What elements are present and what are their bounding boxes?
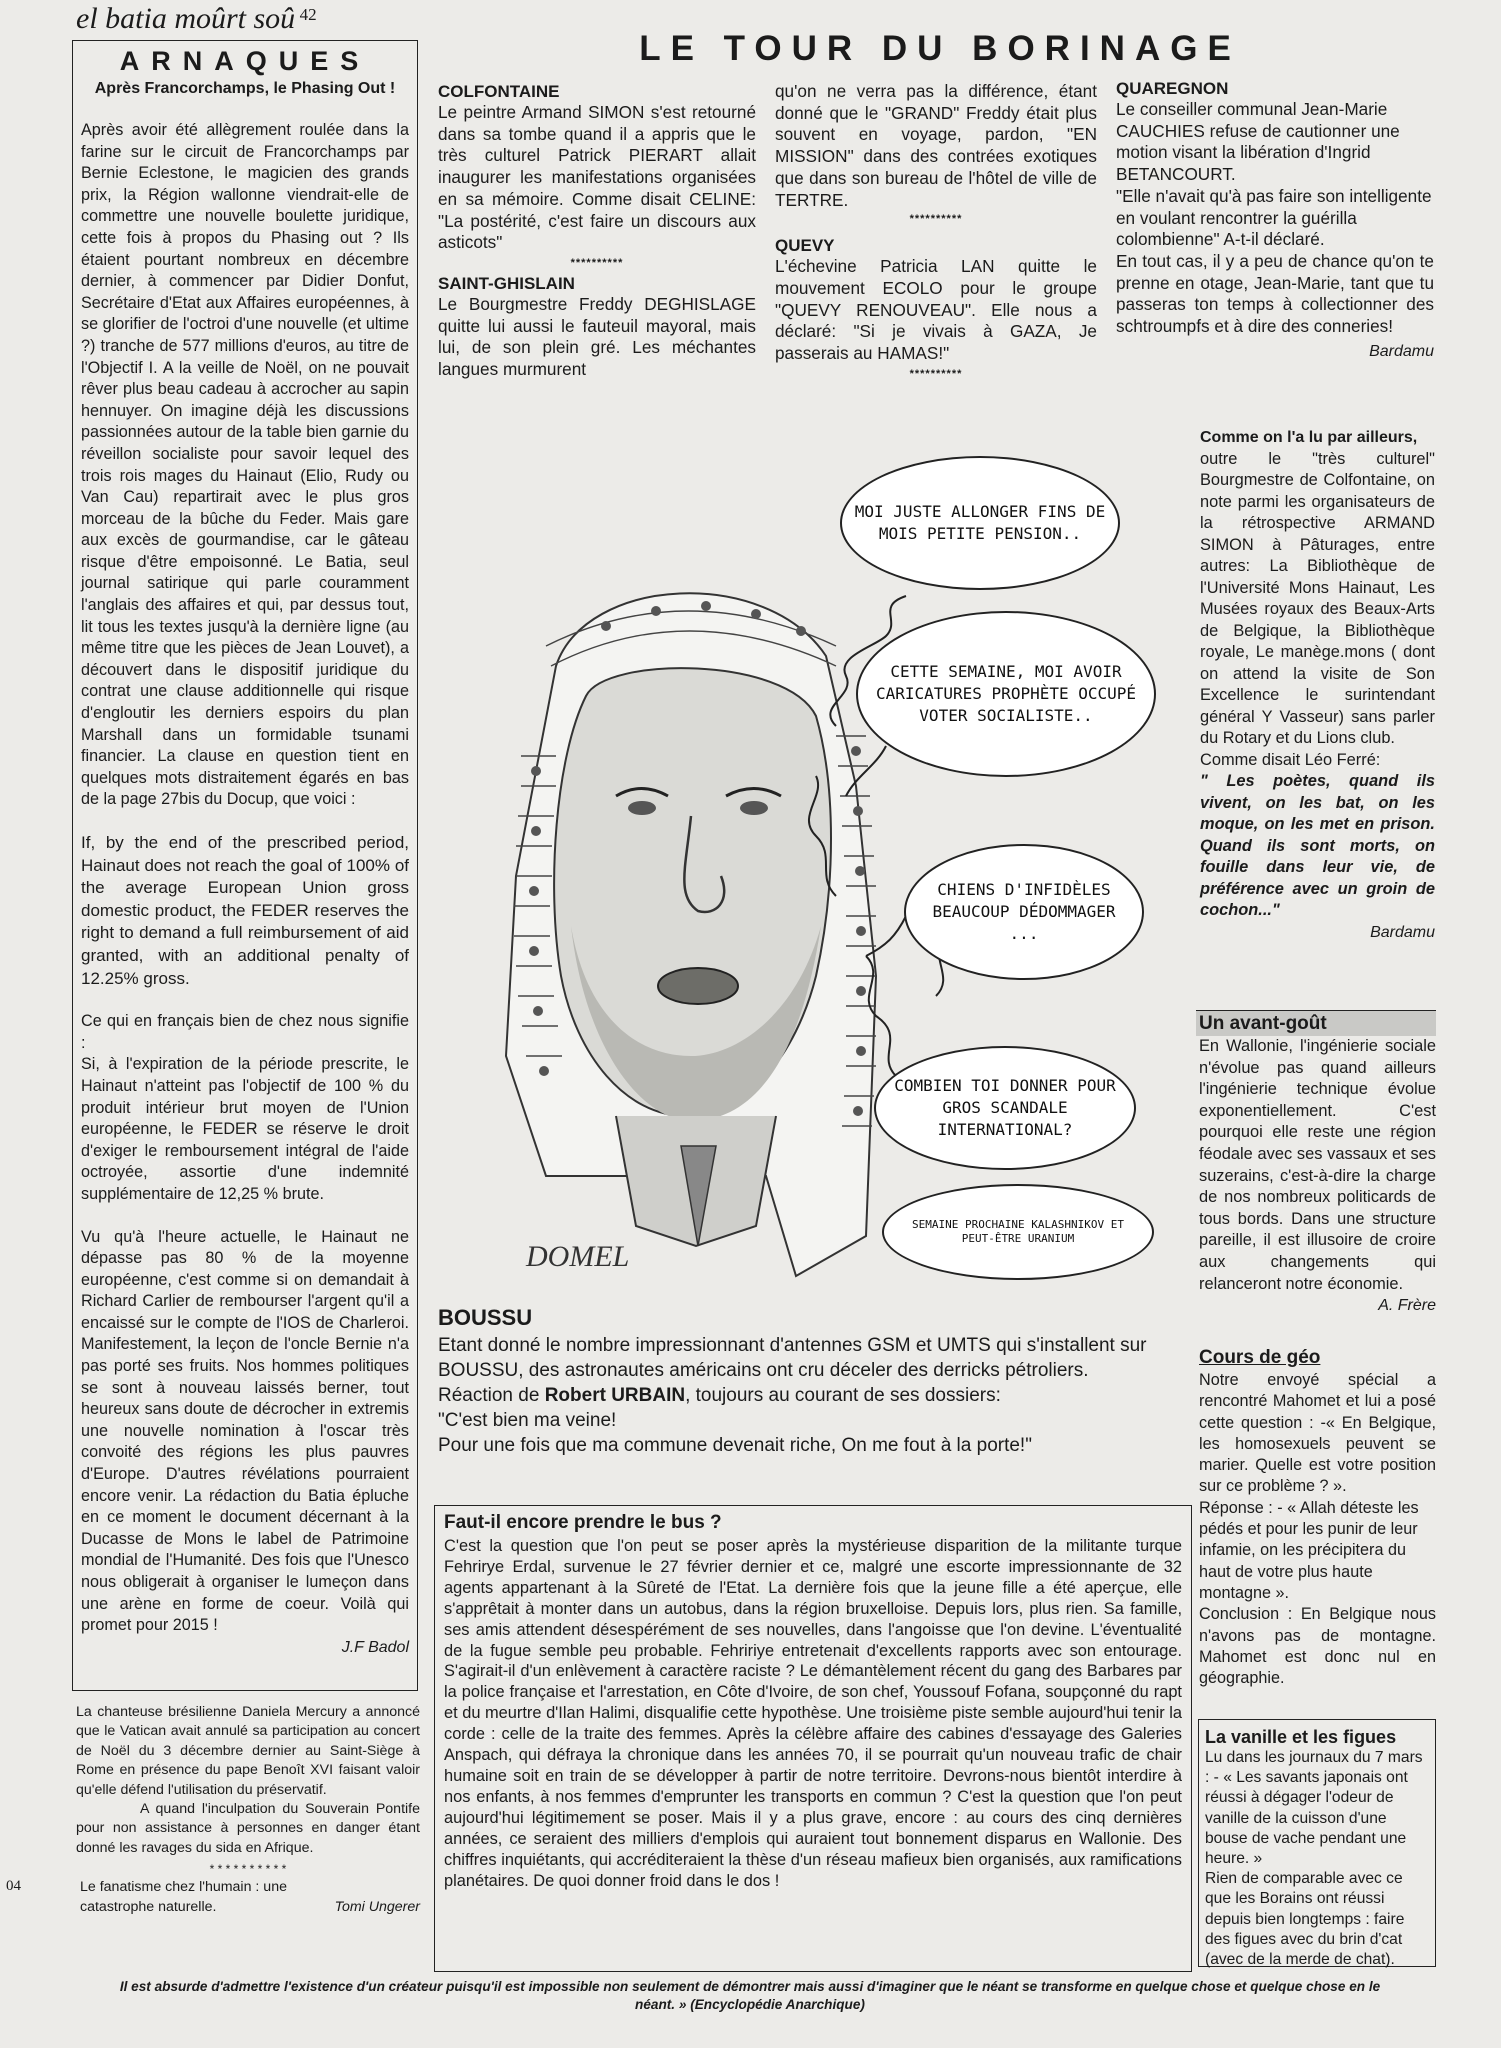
quevy-text: L'échevine Patricia LAN quitte le mouvement ECOLO pour le groupe "QUEVY RENOUVEAU". Elle nous a déclaré: "Si je vivais à GAZA, Je passerais au HAMAS!" [775, 256, 1097, 364]
boussu-text [438, 1383, 1184, 1408]
geo-text: Notre envoyé spécial a rencontré Mahomet et lui a posé cette question : -« En Belgique, les homosexuels peuvent se marier. Quelle est votre position sur ce problème ? ». [1199, 1371, 1436, 1496]
quaregnon-text: "Elle n'avait qu'à pas faire son intelligente en voulant rencontrer la guérilla colombienne" A-t-il déclaré. [1116, 185, 1432, 250]
comme-on-lead: Comme on l'a lu par ailleurs, [1200, 429, 1418, 446]
speech-bubble: CETTE SEMAINE, MOI AVOIR CARICATURES PROPHÈTE OCCUPÉ VOTER SOCIALISTE.. [856, 611, 1156, 777]
mercury-paragraph: A quand l'inculpation du Souverain Pontife pour non assistance à personnes en danger étant donné les ravages du sida en Afrique. [76, 1801, 420, 1856]
speech-bubble: CHIENS D'INFIDÈLES BEAUCOUP DÉDOMMAGER ... [904, 844, 1144, 980]
colfontaine-text: Le peintre Armand SIMON s'est retourné dans sa tombe quand il a appris que le très culturel Patrick PIERART allait inaugurer les manifestations organisées en sa mémoire. Comme disait CELINE: "La postérité, c'est faire un discours aux asticots" [438, 102, 756, 253]
signature: Tomi Ungerer [334, 1898, 420, 1915]
column-colfontaine [438, 81, 756, 381]
separator-stars: ********** [570, 256, 624, 269]
saint-ghislain-continued: qu'on ne verra pas la différence, étant donné que le "GRAND" Freddy était plus souvent en voyage, pardon, "EN MISSION" dans des contrées exotiques que dans son bureau de l'hôtel de ville de TERTRE. [775, 81, 1097, 210]
speech-bubble: SEMAINE PROCHAINE KALASHNIKOV ET PEUT-ÊTRE URANIUM [882, 1184, 1154, 1280]
mercury-article [76, 1703, 420, 1917]
signature: J.F Badol [341, 1638, 409, 1656]
person-name: Robert URBAIN [544, 1385, 686, 1406]
section-title-quevy: QUEVY [775, 236, 835, 256]
avant-gout-text: En Wallonie, l'ingénierie sociale n'évolue pas quand ailleurs l'ingénierie technique évolue exponentiellement. C'est pourquoi elle reste une région féodale avec ses vassaux et ses suzerains, c'est-à-dire la charge de nos nombreux politicards de tous bords. Dans une structure pareille, il est illusoire de croire aux changements qui relanceront notre économie. [1199, 1037, 1436, 1293]
geo-article [1196, 1346, 1436, 1689]
geo-text: Conclusion : En Belgique nous n'avons pas de montagne. Mahomet est donc nul en géographie. [1199, 1605, 1436, 1688]
mercury-quote: Le fanatisme chez l'humain : une catastrophe naturelle. [80, 1879, 287, 1915]
avant-gout-article [1196, 1010, 1436, 1316]
comme-on-article [1200, 427, 1435, 943]
geo-title: Cours de géo [1199, 1347, 1321, 1368]
bus-text: C'est la question que l'on peut se poser après la mystérieuse disparition de la militante turque Fehrirye Erdal, survenue le 27 février dernier et ce, malgré une escorte impressionnante de 32 agents appartenant à la Sûreté de l'Etat. La dernière fois que la jeune fille a été aperçue, elle s'apprêtait à monter dans un autobus, dans la région bruxelloise. Depuis lors, plus rien. Sa famille, ses amis attendent désespérément de ses nouvelles, dans l'angoisse que l'on devine. L'éventualité de la fugue semble peu probable. Fehririye entretenait d'excellents rapports avec son entourage. S'agirait-il d'un enlèvement à caractère raciste ? Le démantèlement récent du gang des Barbares par la police française et l'arrestation, en Côte d'Ivoire, de son chef, Youssouf Fofana, soupçonné du rapt et du meurtre d'Ilan Halimi, disqualifie cette hypothèse. Une troisième piste semble aujourd'hui tenir la corde : celle de la traite des femmes. Après la célèbre affaire des cabines d'essayage des Galeries Anspach, qui défraya la chronique dans les années 70, il se pourrait qu'un nouveau trafic de chair humaine soit en train de se développer à partir de notre territoire. Devrons-nous bientôt interdire à nos enfants, à nos femmes d'emprunter les transports en commun ? C'est la question que l'on peut aujourd'hui légitimement se poser. Mais il y a plus grave, encore : au cours des cinq dernières années, ce seraient des milliers d'emplois qui auraient tout bonnement disparus en Wallonie. Des chiffres inquiétants, qui accréditeraient la thèse d'un réseau mafieux bien organisés, aux ramifications planétaires. De quoi donner froid dans le dos ! [444, 1537, 1182, 1890]
quaregnon-text: En tout cas, il y a peu de chance qu'on te prenne en otage, Jean-Marie, tant que tu passeras ton temps à collectionner des schtroumpfs et à dire des conneries! [1116, 250, 1434, 337]
mercury-paragraph: La chanteuse brésilienne Daniela Mercury a annoncé que le Vatican avait annulé sa participation au concert de Noël du 3 décembre dernier au Saint-Siège à Rome en présence du pape Benoît XVI faisant valoir qu'elle défend l'utilisation du préservatif. [76, 1704, 420, 1798]
vanille-title: La vanille et les figues [1205, 1727, 1397, 1747]
ferre-quote: " Les poètes, quand ils vivent, on les bat, on les moque, on les met en prison. Quand ils sont morts, on fouille dans leur vie, de préférence avec un groin de cochon..." [1200, 772, 1435, 919]
artist-signature: DOMEL [526, 1240, 630, 1273]
arnaques-paragraph: Vu qu'à l'heure actuelle, le Hainaut ne dépasse pas 80 % de la moyenne européenne, c'est comme si on demandait à Richard Carlier de rembourser l'argent qu'il a encaissé sur le compte de l'IOS de Charleroi. Manifestement, la leçon de l'oncle Bernie n'a pas porté ses fruits. Nos hommes politiques se sont à nouveau laissés berner, tout heureux sans doute de décrocher in extremis une nouvelle nomination à l'oscar très convoité des régions les plus pauvres d'Europe. D'autres révélations pourraient encore venir. La rédaction du Batia épluche en ce moment le document décernant à la Ducasse de Mons le label de Patrimoine mondial de l'Humanité. Des fois que l'Unesco nous obligerait à organiser le lumeçon dans une arène en forme de coeur. Voilà qui promet pour 2015 ! [81, 1227, 409, 1635]
cartoon [436, 456, 1176, 1296]
issue-number: 42 [299, 5, 317, 24]
footer-quote: Il est absurde d'admettre l'existence d'un créateur puisqu'il est impossible non seulement de démontrer mais aussi d'imaginer que le néant se transforme en quelque chose et quelque chose en le néant. » (Encyclopédie Anarchique) [119, 1979, 1381, 2012]
arnaques-article [72, 40, 418, 1691]
boussu-text: , toujours au courant de ses dossiers: [685, 1385, 1001, 1406]
column-quaregnon [1116, 78, 1434, 362]
boussu-title: BOUSSU [438, 1305, 533, 1330]
section-title-quaregnon: QUAREGNON [1116, 79, 1229, 98]
saint-ghislain-text: Le Bourgmestre Freddy DEGHISLAGE quitte lui aussi le fauteuil mayoral, mais lui, de son plein gré. Les méchantes langues murmurent [438, 293, 756, 380]
paper-name: el batia moûrt soû [76, 2, 296, 35]
vanille-article [1198, 1719, 1436, 1967]
main-title: LE TOUR DU BORINAGE [639, 29, 1241, 68]
bus-article [434, 1505, 1192, 1972]
speech-bubble: COMBIEN TOI DONNER POUR GROS SCANDALE INTERNATIONAL? [874, 1046, 1136, 1170]
boussu-quote: "C'est bien ma veine! [438, 1410, 617, 1431]
boussu-text: Etant donné le nombre impressionnant d'antennes GSM et UMTS qui s'installent sur BOUSSU, des astronautes américains ont cru déceler des derricks pétroliers. [438, 1335, 1147, 1381]
separator-stars: * * * * * * * * * * [209, 1862, 287, 1877]
arnaques-title: ARNAQUES [119, 46, 371, 76]
boussu-quote: Pour une fois que ma commune devenait riche, On me fout à la porte!" [438, 1435, 1032, 1456]
quaregnon-text: Le conseiller communal Jean-Marie CAUCHIES refuse de cautionner une motion visant la libération d'Ingrid BETANCOURT. [1116, 99, 1400, 185]
ferre-intro: Comme disait Léo Ferré: [1200, 750, 1381, 769]
page-number: 04 [6, 1878, 21, 1894]
separator-stars: ********** [909, 367, 963, 380]
section-title-colfontaine: COLFONTAINE [438, 82, 560, 101]
arnaques-paragraph: Après avoir été allègrement roulée dans la farine sur le circuit de Francorchamps par Bernie Eclestone, le magicien des grands prix, la Région wallonne viendrait-elle de commettre une nouvelle boulette juridique, cette fois à propos du Phasing out ? Ils étaient pourtant nombreux en décembre dernier, à commencer par Didier Donfut, Secrétaire d'Etat aux Affaires européennes, à se glorifier de l'octroi d'une nouvelle (et ultime ?) tranche de 577 millions d'euros, au titre de l'Objectif I. A la veille de Noël, on ne pouvait rêver plus beau cadeau à accrocher au sapin hennuyer. On imagine déjà les discussions passionnées autour de la table bien garnie du réveillon socialiste pour savoir lequel des trois rois mages du Hainaut (Elio, Rudy ou Van Cau) repartirait avec le plus gros morceau de la bûche du Feder. Mais gare aux excès de gourmandise, car le gâteau risque d'être empoisonné. Le Batia, seul journal satirique qui parle couramment l'anglais des affaires et qui, par dessus tout, lit tous les textes jusqu'à la dernière ligne (au même titre que les pièces de Jean Louvet), a découvert dans le dispositif juridique du contrat une clause additionnelle qui risque d'engloutir les derniers espoirs du plan Marshall dans un formidable tsunami financier. La clause en question tient en quelques mots distraitement égarés en bas de la page 27bis du Docup, que voici : [81, 121, 409, 809]
boussu-article [438, 1303, 1184, 1458]
signature: Bardamu [1369, 342, 1434, 360]
arnaques-paragraph: Ce qui en français bien de chez nous signifie : [81, 1012, 409, 1052]
boussu-text: Réaction de [438, 1385, 545, 1406]
signature: Bardamu [1370, 923, 1435, 941]
comme-on-text: outre le "très culturel" Bourgmestre de Colfontaine, on note parmi les organisateurs de la rétrospective ARMAND SIMON à Pâturages, entre autres: La Bibliothèque de l'Université Mons Hainaut, Les Musées royaux des Beaux-Arts de Belgique, la Bibliothèque royale, Le manège.mons ( dont on attend la visite de Son Excellence le surintendant général Y Vasseur) sans parler du Rotary et du Lions club. [1200, 449, 1435, 747]
arnaques-english-clause: If, by the end of the prescribed period, Hainaut does not reach the goal of 100% of the average European Union gross domestic product, the FEDER reserves the right to demand a full reimbursement of aid granted, with an additional penalty of 12.25% gross. [81, 833, 409, 988]
speech-bubble: MOI JUSTE ALLONGER FINS DE MOIS PETITE PENSION.. [840, 456, 1120, 590]
bus-title: Faut-il encore prendre le bus ? [444, 1512, 722, 1533]
vanille-text: Rien de comparable avec ce que les Borains ont réussi depuis bien longtemps : faire des figues avec du brin d'cat (avec de la merde de chat). [1205, 1870, 1405, 1969]
arnaques-paragraph: Si, à l'expiration de la période prescrite, le Hainaut n'atteint pas l'objectif de 100 % du produit intérieur brut moyen de l'Union européenne, le FEDER se réserve le droit d'exiger le remboursement intégral de l'aide octroyée, assortie d'une indemnité supplémentaire de 12,25 % brute. [81, 1055, 409, 1203]
geo-text: Réponse : - « Allah déteste les pédés et pour les punir de leur infamie, on les précipitera du haut de votre plus haute montagne ». [1199, 1498, 1419, 1602]
masthead [76, 2, 317, 42]
section-title-saint-ghislain: SAINT-GHISLAIN [438, 273, 575, 293]
vanille-text: Lu dans les journaux du 7 mars : - « Les savants japonais ont réussi à dégager l'odeur de vanille de la cuisson d'une bouse de vache pendant une heure. » [1205, 1749, 1423, 1868]
avant-gout-title: Un avant-goût [1196, 1010, 1436, 1036]
separator-stars: ********** [909, 213, 963, 226]
column-quevy [775, 81, 1097, 380]
arnaques-subtitle: Après Francorchamps, le Phasing Out ! [94, 80, 396, 97]
signature: A. Frère [1378, 1297, 1436, 1315]
